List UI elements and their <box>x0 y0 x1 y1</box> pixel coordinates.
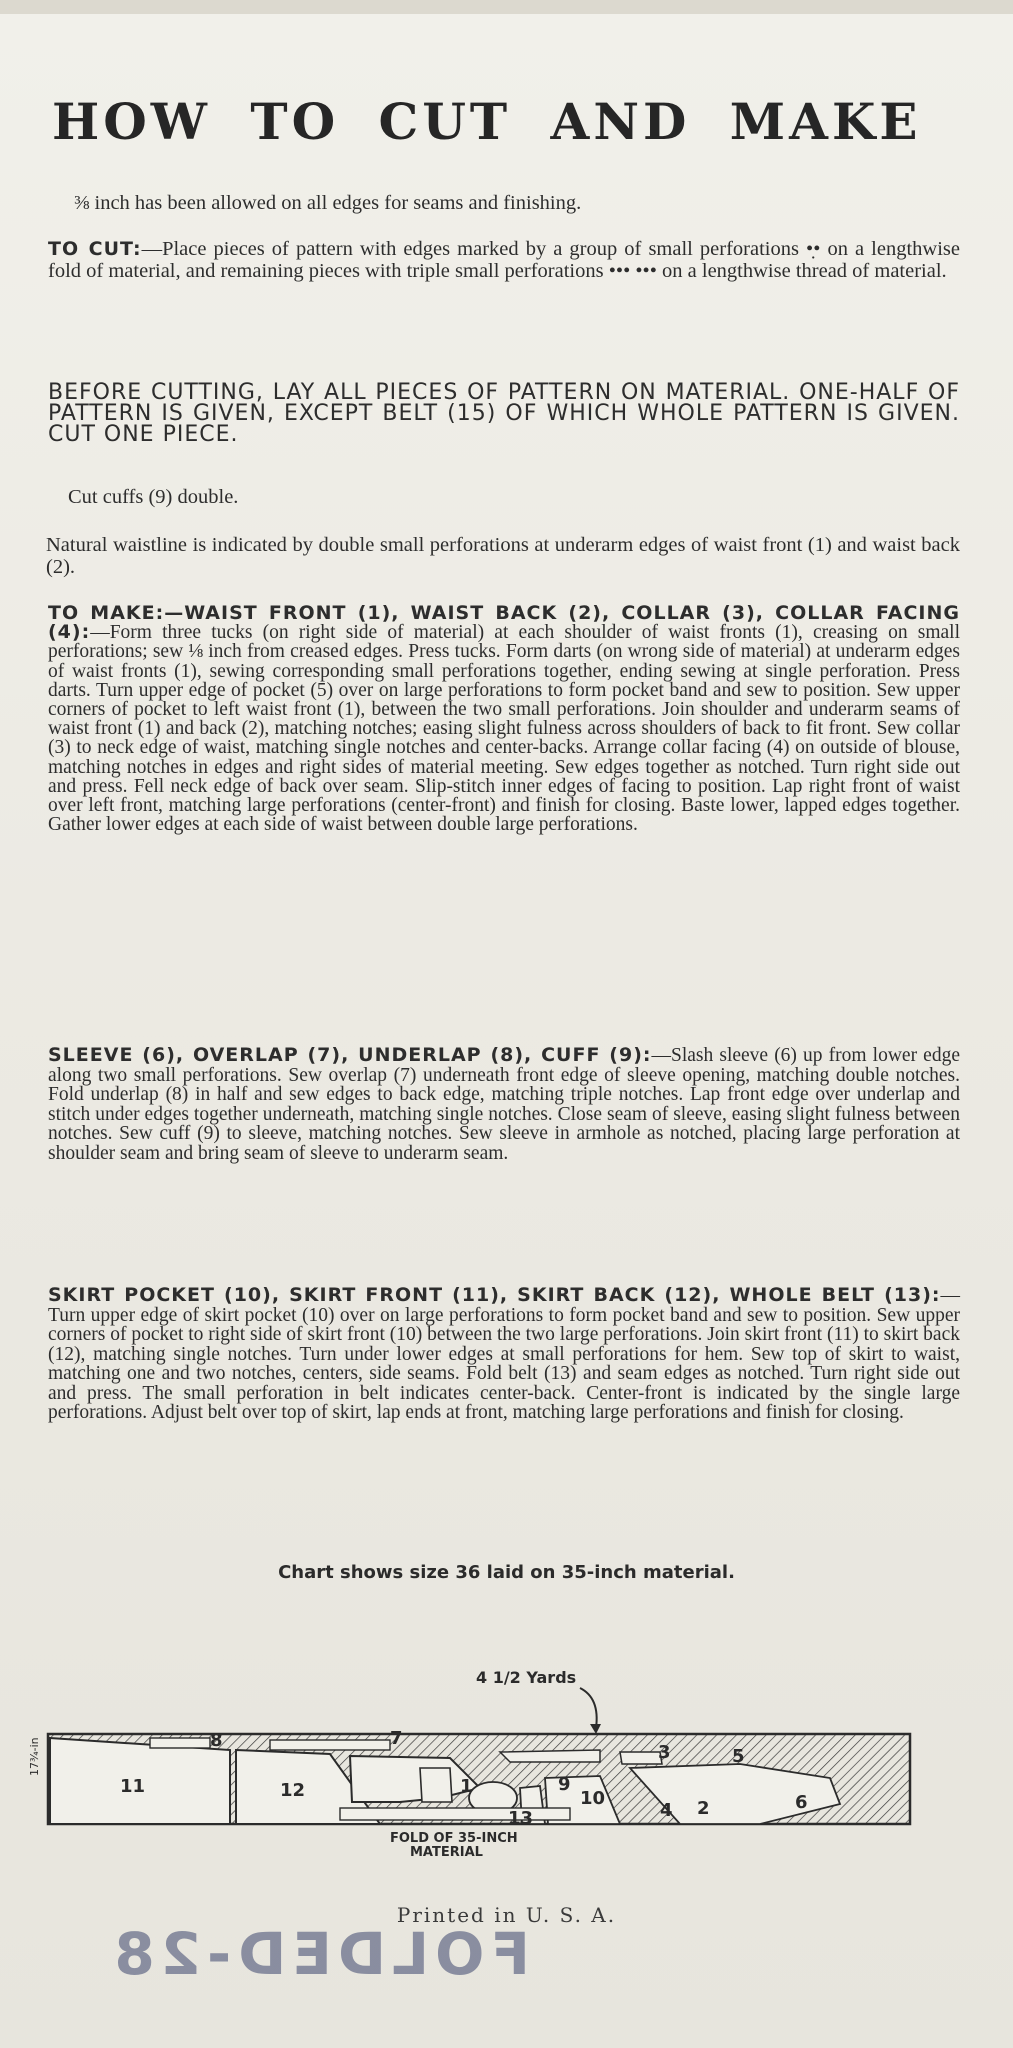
piece-label: 1 <box>460 1776 473 1797</box>
to-cut-text: —Place pieces of pattern with edges marked by a group of small perforations •̣• on a lengthwise fold of material, and remaining pieces with triple small perforations ••• ••• on a lengthwise thread of material. <box>48 238 960 282</box>
to-cut-label: TO CUT: <box>48 238 142 260</box>
piece-13-shape <box>340 1808 570 1820</box>
piece-label: 8 <box>210 1730 223 1751</box>
sleeve-label: SLEEVE (6), OVERLAP (7), UNDERLAP (8), CUFF (9): <box>48 1044 652 1066</box>
width-label: 17¾-in <box>28 1737 41 1776</box>
yardage-arrow <box>580 1688 597 1728</box>
piece-label: 9 <box>558 1774 571 1795</box>
piece-label: 7 <box>390 1728 403 1749</box>
page-title: HOW TO CUT AND MAKE <box>52 92 922 151</box>
sleeve-section <box>48 1046 960 1163</box>
to-make-section <box>48 604 960 834</box>
piece-label: 5 <box>732 1746 745 1767</box>
piece-5-shape <box>620 1752 662 1764</box>
piece-label: 3 <box>658 1742 671 1763</box>
to-make-text: —Form three tucks (on right side of material) at each shoulder of waist fronts (1), creasing on small perforations; sew ⅛ inch from creased edges. Press tucks. Form darts (on wrong side of material) at underarm edges of waist fronts (1), sewing corresponding small perforations together, ending sewing at single perforation. Press darts. Turn upper edge of pocket (5) over on large perforations to form pocket band and sew to position. Sew upper corners of pocket to left waist front (1), between the two small perforations. Join shoulder and underarm seams of waist front (1) and back (2), matching notches; easing slight fulness across shoulders of back to fit front. Sew collar (3) to neck edge of waist, matching single notches and center-backs. Arrange collar facing (4) on outside of blouse, matching notches in edges and right sides of material meeting. Sew edges together as notched. Turn right side out and press. Fell neck edge of back over seam. Slip-stitch inner edges of facing to position. Lap right front of waist over left front, matching large perforations (center-front) and finish for closing. Baste lower, lapped edges together. Gather lower edges at each side of waist between double large perforations. <box>48 622 960 836</box>
piece-label: 13 <box>508 1808 534 1829</box>
piece-label: 6 <box>795 1792 808 1813</box>
fold-label-line1: FOLD OF 35-INCH <box>390 1831 518 1846</box>
piece-8-shape <box>150 1738 210 1748</box>
arrow-head-icon <box>590 1724 601 1734</box>
chart-caption: Chart shows size 36 laid on 35-inch material. <box>278 1562 735 1583</box>
skirt-text: —Turn upper edge of skirt pocket (10) over on large perforations to form pocket band and sew to position. Sew upper corners of pocket to right side of skirt front (10) between the two large perforations. Join skirt front (11) to skirt back (12), matching single notches. Turn under lower edges at small perforations for hem. Sew top of skirt to waist, matching one and two notches, centers, side seams. Fold belt (13) and seam edges as notched. Turn right side out and press. The small perforation in belt indicates center-back. Center-front is indicated by the single large perforations. Adjust belt over top of skirt, lap ends at front, matching large perforations and finish for closing. <box>48 1285 960 1423</box>
seam-allowance-note: ⅜ inch has been allowed on all edges for seams and finishing. <box>74 192 582 214</box>
piece-label: 11 <box>120 1776 146 1797</box>
piece-label: 10 <box>580 1788 606 1809</box>
piece-label: 2 <box>697 1798 710 1819</box>
before-cutting-note: BEFORE CUTTING, LAY ALL PIECES OF PATTERN ON MATERIAL. ONE-HALF OF PATTERN IS GIVEN, EXCEPT BELT (15) OF WHICH WHOLE PATTERN IS GIVEN. CUT ONE PIECE. <box>48 380 960 447</box>
piece-9-shape <box>420 1768 452 1802</box>
to-make-label: TO MAKE:—WAIST FRONT (1), WAIST BACK (2), COLLAR (3), COLLAR FACING (4): <box>48 602 960 644</box>
folded-stamp: FOLDED-28 <box>108 1920 530 1988</box>
sleeve-text: —Slash sleeve (6) up from lower edge along two small perforations. Sew overlap (7) underneath front edge of sleeve opening, matching double notches. Fold underlap (8) in half and sew edges to back edge, matching triple notches. Lap front edge over underlap and stitch under edges together underneath, matching single notches. Close seam of sleeve, easing slight fulness between notches. Sew cuff (9) to sleeve, matching notches. Sew sleeve in armhole as notched, placing large perforation at shoulder seam and bring seam of sleeve to underarm seam. <box>48 1045 960 1164</box>
skirt-section <box>48 1286 960 1423</box>
waistline-note: Natural waistline is indicated by double small perforations at underarm edges of waist front (1) and waist back (2). <box>46 534 960 578</box>
printed-in-usa: Printed in U. S. A. <box>396 1903 617 1927</box>
piece-7-shape <box>270 1740 390 1750</box>
piece-label: 4 <box>660 1800 673 1821</box>
piece-3-shape <box>500 1750 600 1762</box>
cuffs-note: Cut cuffs (9) double. <box>68 486 239 508</box>
to-cut-section <box>48 238 960 282</box>
piece-label: 12 <box>280 1780 306 1801</box>
skirt-label: SKIRT POCKET (10), SKIRT FRONT (11), SKIRT BACK (12), WHOLE BELT (13): <box>48 1284 941 1306</box>
cutting-layout-chart <box>28 1728 920 1860</box>
yardage-label: 4 1/2 Yards <box>476 1668 577 1687</box>
paper-edge <box>0 0 1013 14</box>
fold-label-line2: MATERIAL <box>410 1845 483 1860</box>
